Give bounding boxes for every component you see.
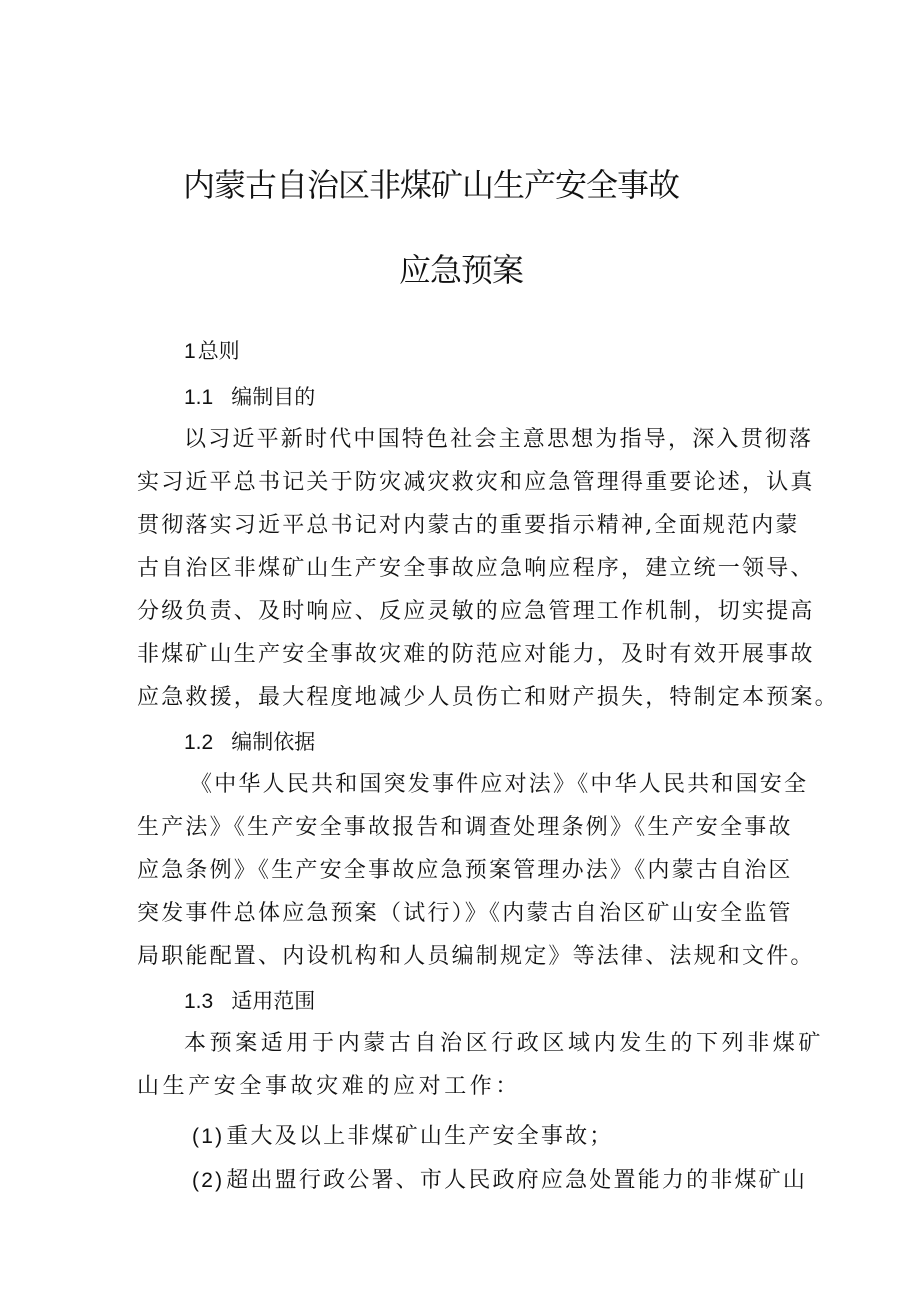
list-marker: (1) xyxy=(192,1125,225,1148)
paragraph-line: 以习近平新时代中国特色社会主意思想为指导，深入贯彻落 xyxy=(184,427,814,452)
paragraph-line: 应急条例》《生产安全事故应急预案管理办法》《内蒙古自治区 xyxy=(137,858,793,883)
section-1-heading xyxy=(184,336,240,367)
list-item-text: 超出盟行政公署、市人民政府应急处置能力的非煤矿山 xyxy=(226,1168,808,1193)
paragraph-line: 《中华人民共和国突发事件应对法》《中华人民共和国安全 xyxy=(190,772,809,797)
section-title: 总则 xyxy=(197,339,240,363)
section-1-2-heading xyxy=(184,727,315,758)
paragraph-line: 生产法》《生产安全事故报告和调查处理条例》《生产安全事故 xyxy=(137,815,793,840)
paragraph-line: 山生产安全事故灾难的应对工作： xyxy=(137,1074,522,1099)
paragraph-line: 突发事件总体应急预案（试行）》《内蒙古自治区矿山安全监管 xyxy=(137,901,793,926)
document-title-line-1: 内蒙古自治区非煤矿山生产安全事故 xyxy=(183,166,680,204)
document-title-line-2: 应急预案 xyxy=(399,251,524,289)
section-title: 编制依据 xyxy=(231,730,316,754)
paragraph-line: 古自治区非煤矿山生产安全事故应急响应程序，建立统一领导、 xyxy=(137,556,815,581)
paragraph-line: 实习近平总书记关于防灾减灾救灾和应急管理得重要论述，认真 xyxy=(137,470,815,495)
section-number: 1 xyxy=(184,340,196,363)
paragraph-line: 分级负责、及时响应、反应灵敏的应急管理工作机制，切实提高 xyxy=(137,599,815,624)
paragraph-line: 应急救援，最大程度地减少人员伤亡和财产损失，特制定本预案。 xyxy=(137,685,839,710)
section-1-1-heading xyxy=(184,382,315,413)
list-item xyxy=(192,1122,613,1152)
section-title: 适用范围 xyxy=(231,989,316,1013)
section-1-3-heading xyxy=(184,986,315,1017)
list-item xyxy=(192,1166,807,1196)
paragraph-line: 贯彻落实习近平总书记对内蒙古的重要指示精神,全面规范内蒙 xyxy=(137,513,800,538)
section-number: 1.2 xyxy=(184,731,214,754)
list-marker: (2) xyxy=(192,1169,225,1192)
section-title: 编制目的 xyxy=(231,385,316,409)
paragraph-line: 局职能配置、内设机构和人员编制规定》等法律、法规和文件。 xyxy=(137,944,815,969)
list-item-text: 重大及以上非煤矿山生产安全事故； xyxy=(226,1124,614,1149)
paragraph-line: 非煤矿山生产安全事故灾难的防范应对能力，及时有效开展事故 xyxy=(137,642,815,667)
section-number: 1.1 xyxy=(184,386,214,409)
paragraph-line: 本预案适用于内蒙古自治区行政区域内发生的下列非煤矿 xyxy=(184,1031,825,1056)
section-number: 1.3 xyxy=(184,990,214,1013)
